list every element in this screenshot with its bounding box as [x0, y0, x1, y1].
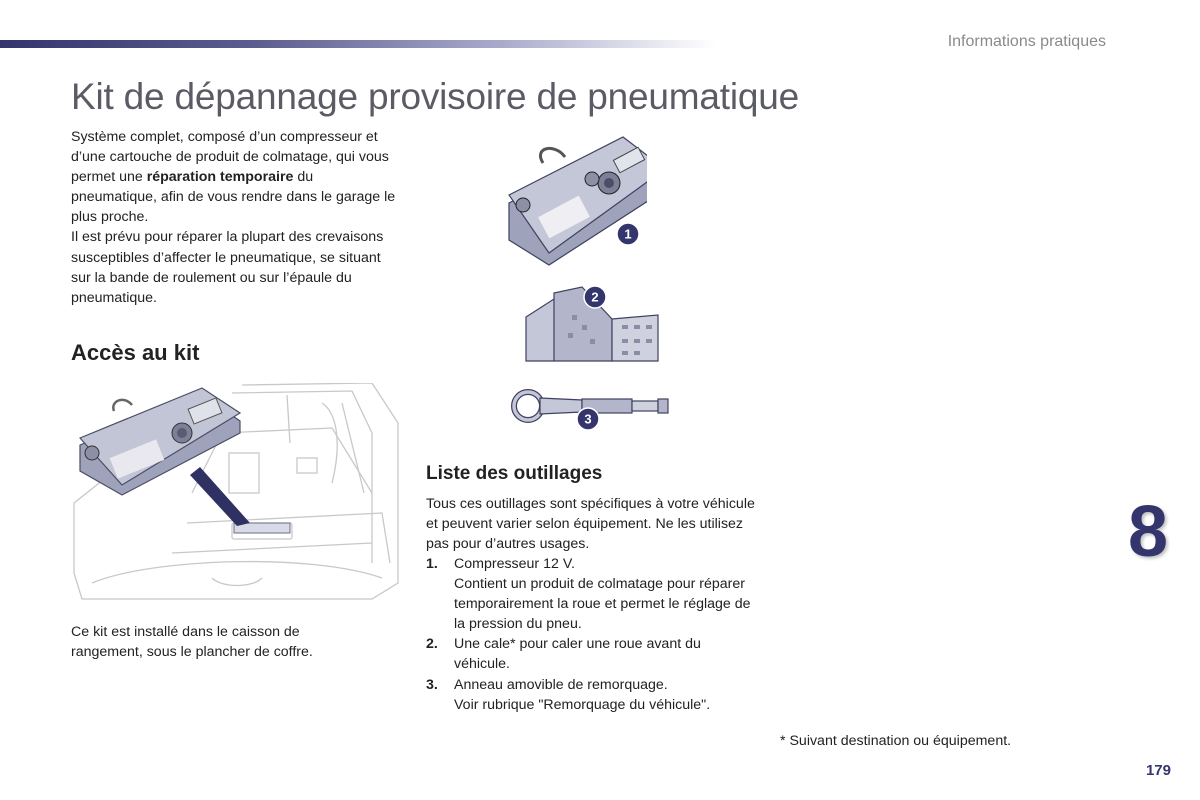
- tool-item-line1: Une cale* pour caler une roue avant du véhicule.: [454, 636, 701, 673]
- callout-2-label: 2: [591, 289, 599, 305]
- tool-item-3: [426, 675, 756, 715]
- tool-item-body: [454, 675, 710, 715]
- tool-item-1: [426, 554, 756, 634]
- page-title: Kit de dépannage provisoire de pneumatique: [71, 76, 800, 117]
- tool-item-2: [426, 634, 756, 674]
- tool-item-line2: Voir rubrique "Remorquage du véhicule".: [454, 696, 711, 713]
- section-title: Informations pratiques: [947, 33, 1106, 50]
- intro-paragraph-1: [71, 127, 401, 227]
- intro-bold-phrase: réparation temporaire: [146, 169, 294, 186]
- tool-item-number: 3.: [426, 676, 438, 693]
- access-text: Ce kit est installé dans le caisson de rangement, sous le plancher de coffre.: [71, 624, 313, 661]
- tools-intro-text: Tous ces outillages sont spécifiques à votre véhicule et peuvent varier selon équipement. Ne les utilisez pas pour d’autres usages.: [426, 496, 755, 553]
- header-gradient-bar: [0, 40, 715, 48]
- intro-paragraph-2: Il est prévu pour réparer la plupart des crevaisons susceptibles d’affecter le pneumatique, se situant sur la bande de roulement ou sur l’épaule du pneumatique.: [71, 229, 384, 306]
- tools-heading: Liste des outillages: [426, 463, 603, 484]
- tool-item-number: 1.: [426, 556, 438, 572]
- tool-item-body: [454, 634, 756, 674]
- callout-3-badge: [576, 407, 600, 431]
- compressor-illustration: [505, 135, 647, 273]
- tool-item-line2: Contient un produit de colmatage pour réparer temporairement la roue et permet le réglage de la pression du pneu.: [454, 576, 751, 633]
- tool-item-line1: Compresseur 12 V.: [454, 556, 575, 572]
- callout-1-label: 1: [624, 226, 632, 242]
- callout-1-badge: [616, 222, 640, 246]
- tool-item-line1: Anneau amovible de remorquage.: [454, 676, 668, 693]
- tool-item-body: [454, 554, 756, 634]
- tool-list: [426, 554, 756, 715]
- intro-part-1: Système complet, composé d’un compresseur et d’une cartouche de produit de colmatage, qui vous permet une: [71, 129, 389, 186]
- page-number: 179: [1145, 762, 1171, 779]
- intro-text-block: [71, 127, 401, 308]
- callout-3-label: 3: [584, 411, 592, 427]
- tool-item-number: 2.: [426, 636, 438, 653]
- intro-part-2: du pneumatique, afin de vous rendre dans le garage le plus proche.: [71, 169, 396, 226]
- callout-2-badge: [583, 285, 607, 309]
- footnote: * Suivant destination ou équipement.: [780, 733, 1012, 749]
- chapter-number: 8: [1128, 492, 1169, 572]
- trunk-illustration: [72, 383, 400, 601]
- access-heading: Accès au kit: [71, 340, 200, 365]
